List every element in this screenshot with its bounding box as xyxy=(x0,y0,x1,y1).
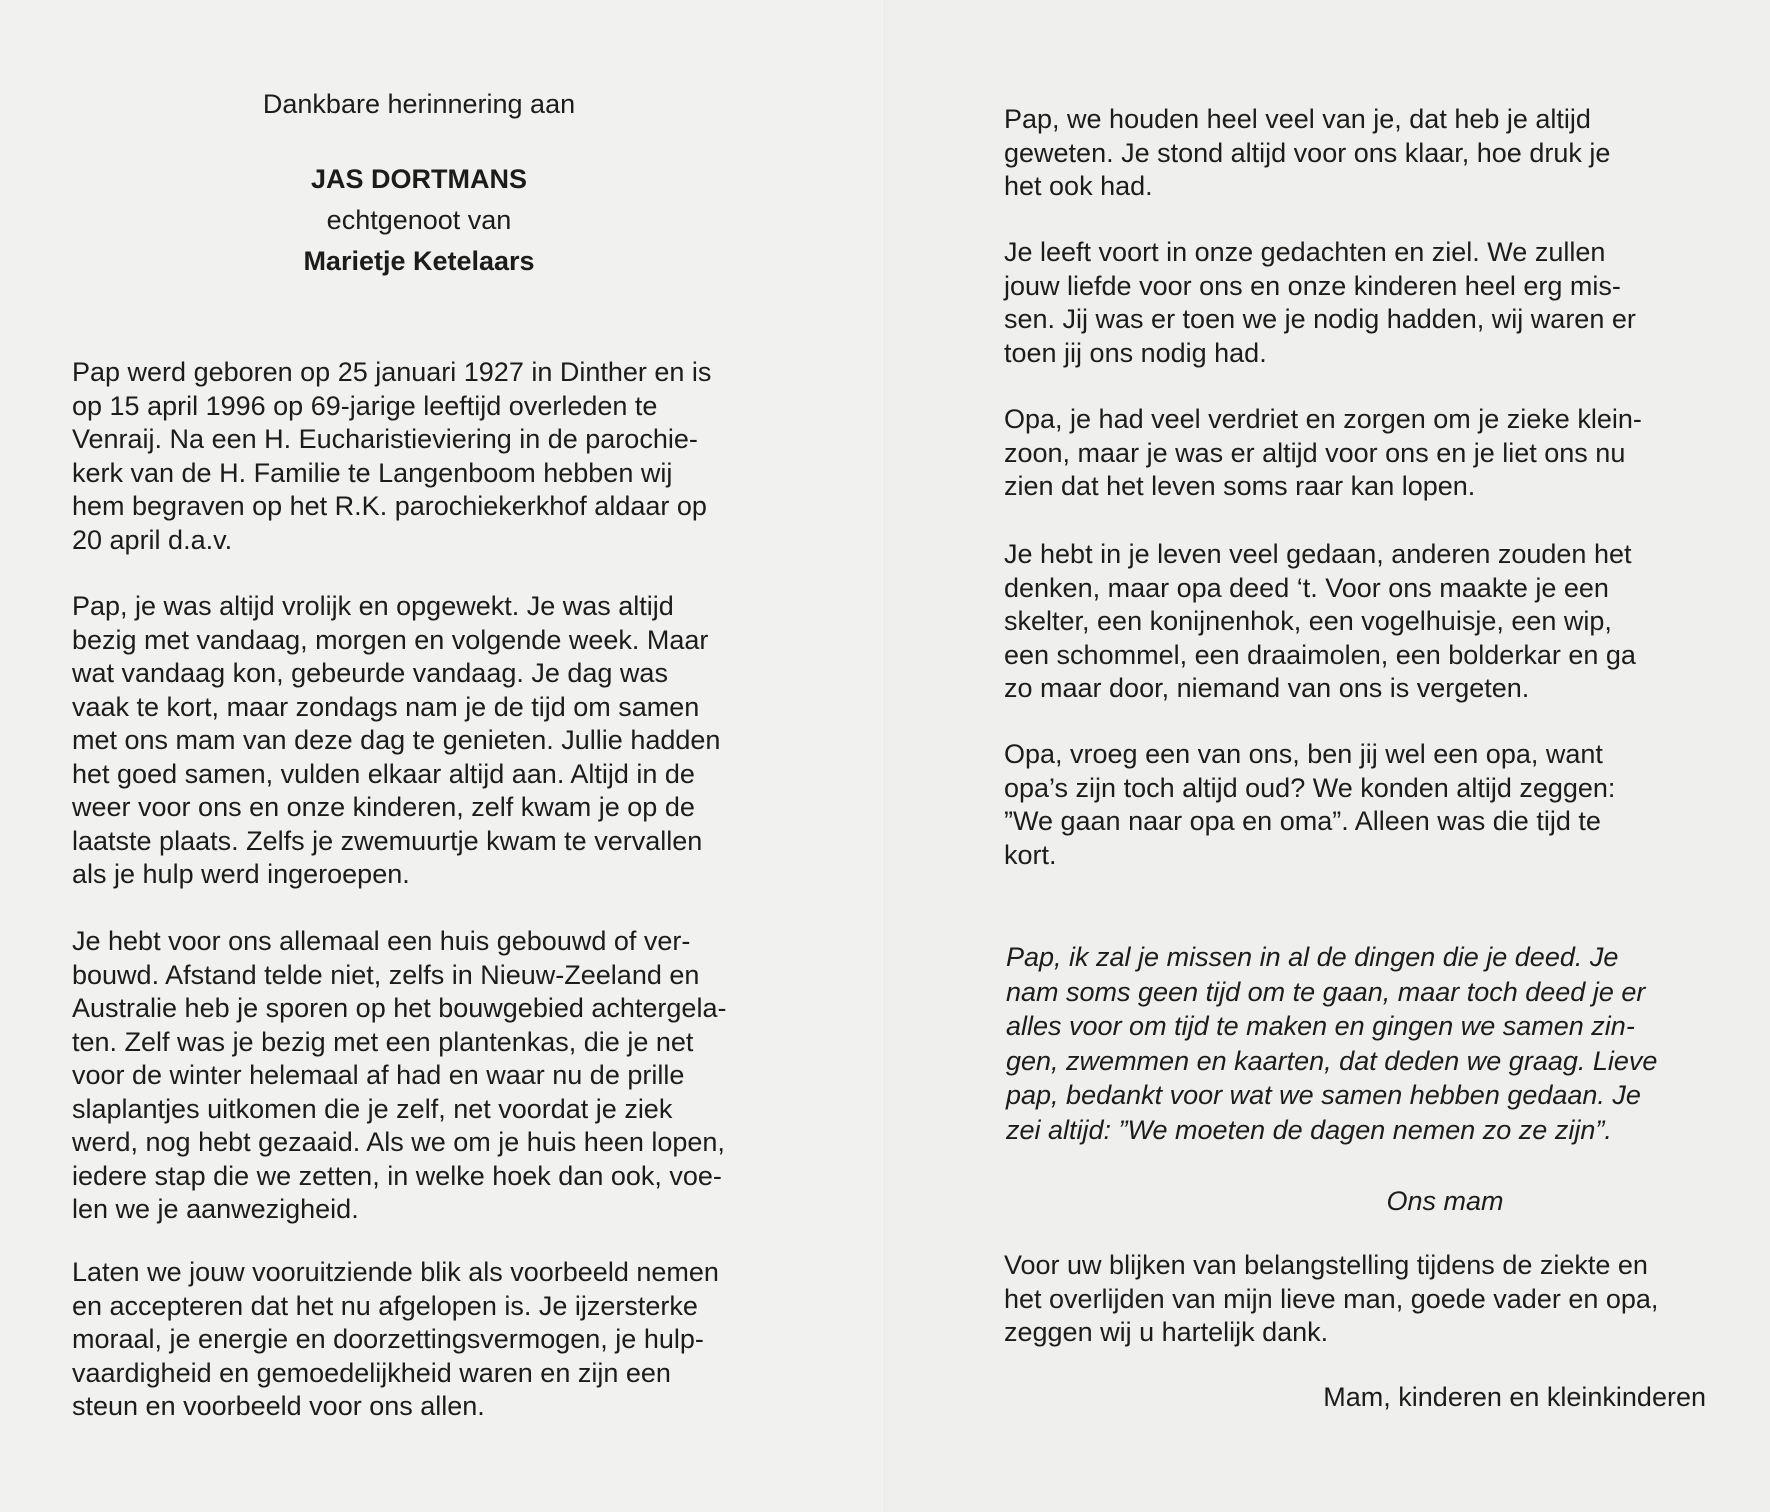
right-paragraph-1 xyxy=(1004,103,1744,204)
left-paragraph-1 xyxy=(72,356,852,557)
deceased-name: JAS DORTMANS xyxy=(310,164,527,194)
italic-poem xyxy=(1006,940,1746,1147)
paragraph-text: Pap, je was altijd vrolijk en opgewekt. Je was altijd bezig met vandaag, morgen en volgende week. Maar wat vandaag kon, gebeurde vandaag. Je dag was vaak te kort, maar zondags nam je de tijd om samen met ons mam van deze dag te genieten. Jullie hadden het goed samen, vulden elkaar altijd aan. Altijd in de weer voor ons en onze kinderen, zelf kwam je op de laatste plaats. Zelfs je zwemuurtje kwam te vervallen als je hulp werd ingeroepen. xyxy=(72,591,721,889)
left-paragraph-3 xyxy=(72,925,852,1227)
paragraph-text: Je hebt voor ons allemaal een huis gebouwd of ver- bouwd. Afstand telde niet, zelfs in Nieuw-Zeeland en Australie heb je sporen op het bouwgebied achtergela- ten. Zelf was je bezig met een plantenkas, die je net voor de winter helemaal af had en waar nu de prille slaplantjes uitkomen die je zelf, net voordat je ziek werd, nog hebt gezaaid. Als we om je huis heen lopen, iedere stap die we zetten, in welke hoek dan ook, voe- len we je aanwezigheid. xyxy=(72,926,727,1224)
right-paragraph-5 xyxy=(1004,738,1744,872)
paragraph-text: Pap, we houden heel veel van je, dat heb je altijd geweten. Je stond altijd voor ons klaar, hoe druk je het ook had. xyxy=(1004,104,1611,201)
poem-signature: Ons mam xyxy=(1386,1186,1504,1216)
relation-label: echtgenoot van xyxy=(326,205,512,235)
left-paragraph-4 xyxy=(72,1256,852,1424)
family-signature: Mam, kinderen en kleinkinderen xyxy=(1323,1382,1706,1412)
left-paragraph-2 xyxy=(72,590,852,892)
right-paragraph-2 xyxy=(1004,236,1744,370)
poem-text: Pap, ik zal je missen in al de dingen die je deed. Je nam soms geen tijd om te gaan, maar toch deed je er alles voor om tijd te maken en gingen we samen zin- gen, zwemmen en kaarten, dat deden we graag. Lieve pap, bedankt voor wat we samen hebben gedaan. Je zei altijd: ”We moeten de dagen nemen zo ze zijn”. xyxy=(1006,942,1658,1145)
paragraph-text: Opa, je had veel verdriet en zorgen om je zieke klein- zoon, maar je was er altijd voor ons en je liet ons nu zien dat het leven soms raar kan lopen. xyxy=(1004,404,1642,501)
card-fold xyxy=(884,0,886,1512)
thanks-paragraph xyxy=(1004,1249,1744,1350)
spouse-name: Marietje Ketelaars xyxy=(303,246,535,276)
right-paragraph-4 xyxy=(1004,538,1744,706)
left-heading: Dankbare herinnering aan xyxy=(262,89,576,119)
paragraph-text: Je leeft voort in onze gedachten en ziel. We zullen jouw liefde voor ons en onze kinderen heel erg mis- sen. Jij was er toen we je nodig hadden, wij waren er toen jij ons nodig had. xyxy=(1004,237,1636,368)
paragraph-text: Laten we jouw vooruitziende blik als voorbeeld nemen en accepteren dat het nu afgelopen is. Je ijzersterke moraal, je energie en doorzettingsvermogen, je hulp- vaardigheid en gemoedelijkheid waren en zijn een steun en voorbeeld voor ons allen. xyxy=(72,1257,719,1421)
paragraph-text: Opa, vroeg een van ons, ben jij wel een opa, want opa’s zijn toch altijd oud? We konden altijd zeggen: ”We gaan naar opa en oma”. Alleen was die tijd te kort. xyxy=(1004,739,1616,870)
paragraph-text: Je hebt in je leven veel gedaan, anderen zouden het denken, maar opa deed ‘t. Voor ons maakte je een skelter, een konijnenhok, een vogelhuisje, een wip, een schommel, een draaimolen, een bolderkar en ga zo maar door, niemand van ons is vergeten. xyxy=(1004,539,1636,703)
thanks-text: Voor uw blijken van belangstelling tijdens de ziekte en het overlijden van mijn lieve man, goede vader en opa, zeggen wij u hartelijk dank. xyxy=(1004,1250,1659,1347)
right-paragraph-3 xyxy=(1004,403,1744,504)
paragraph-text: Pap werd geboren op 25 januari 1927 in Dinther en is op 15 april 1996 op 69-jarige leeftijd overleden te Venraij. Na een H. Eucharistieviering in de parochie- kerk van de H. Familie te Langenboom hebben wij hem begraven op het R.K. parochiekerkhof aldaar op 20 april d.a.v. xyxy=(72,357,712,555)
